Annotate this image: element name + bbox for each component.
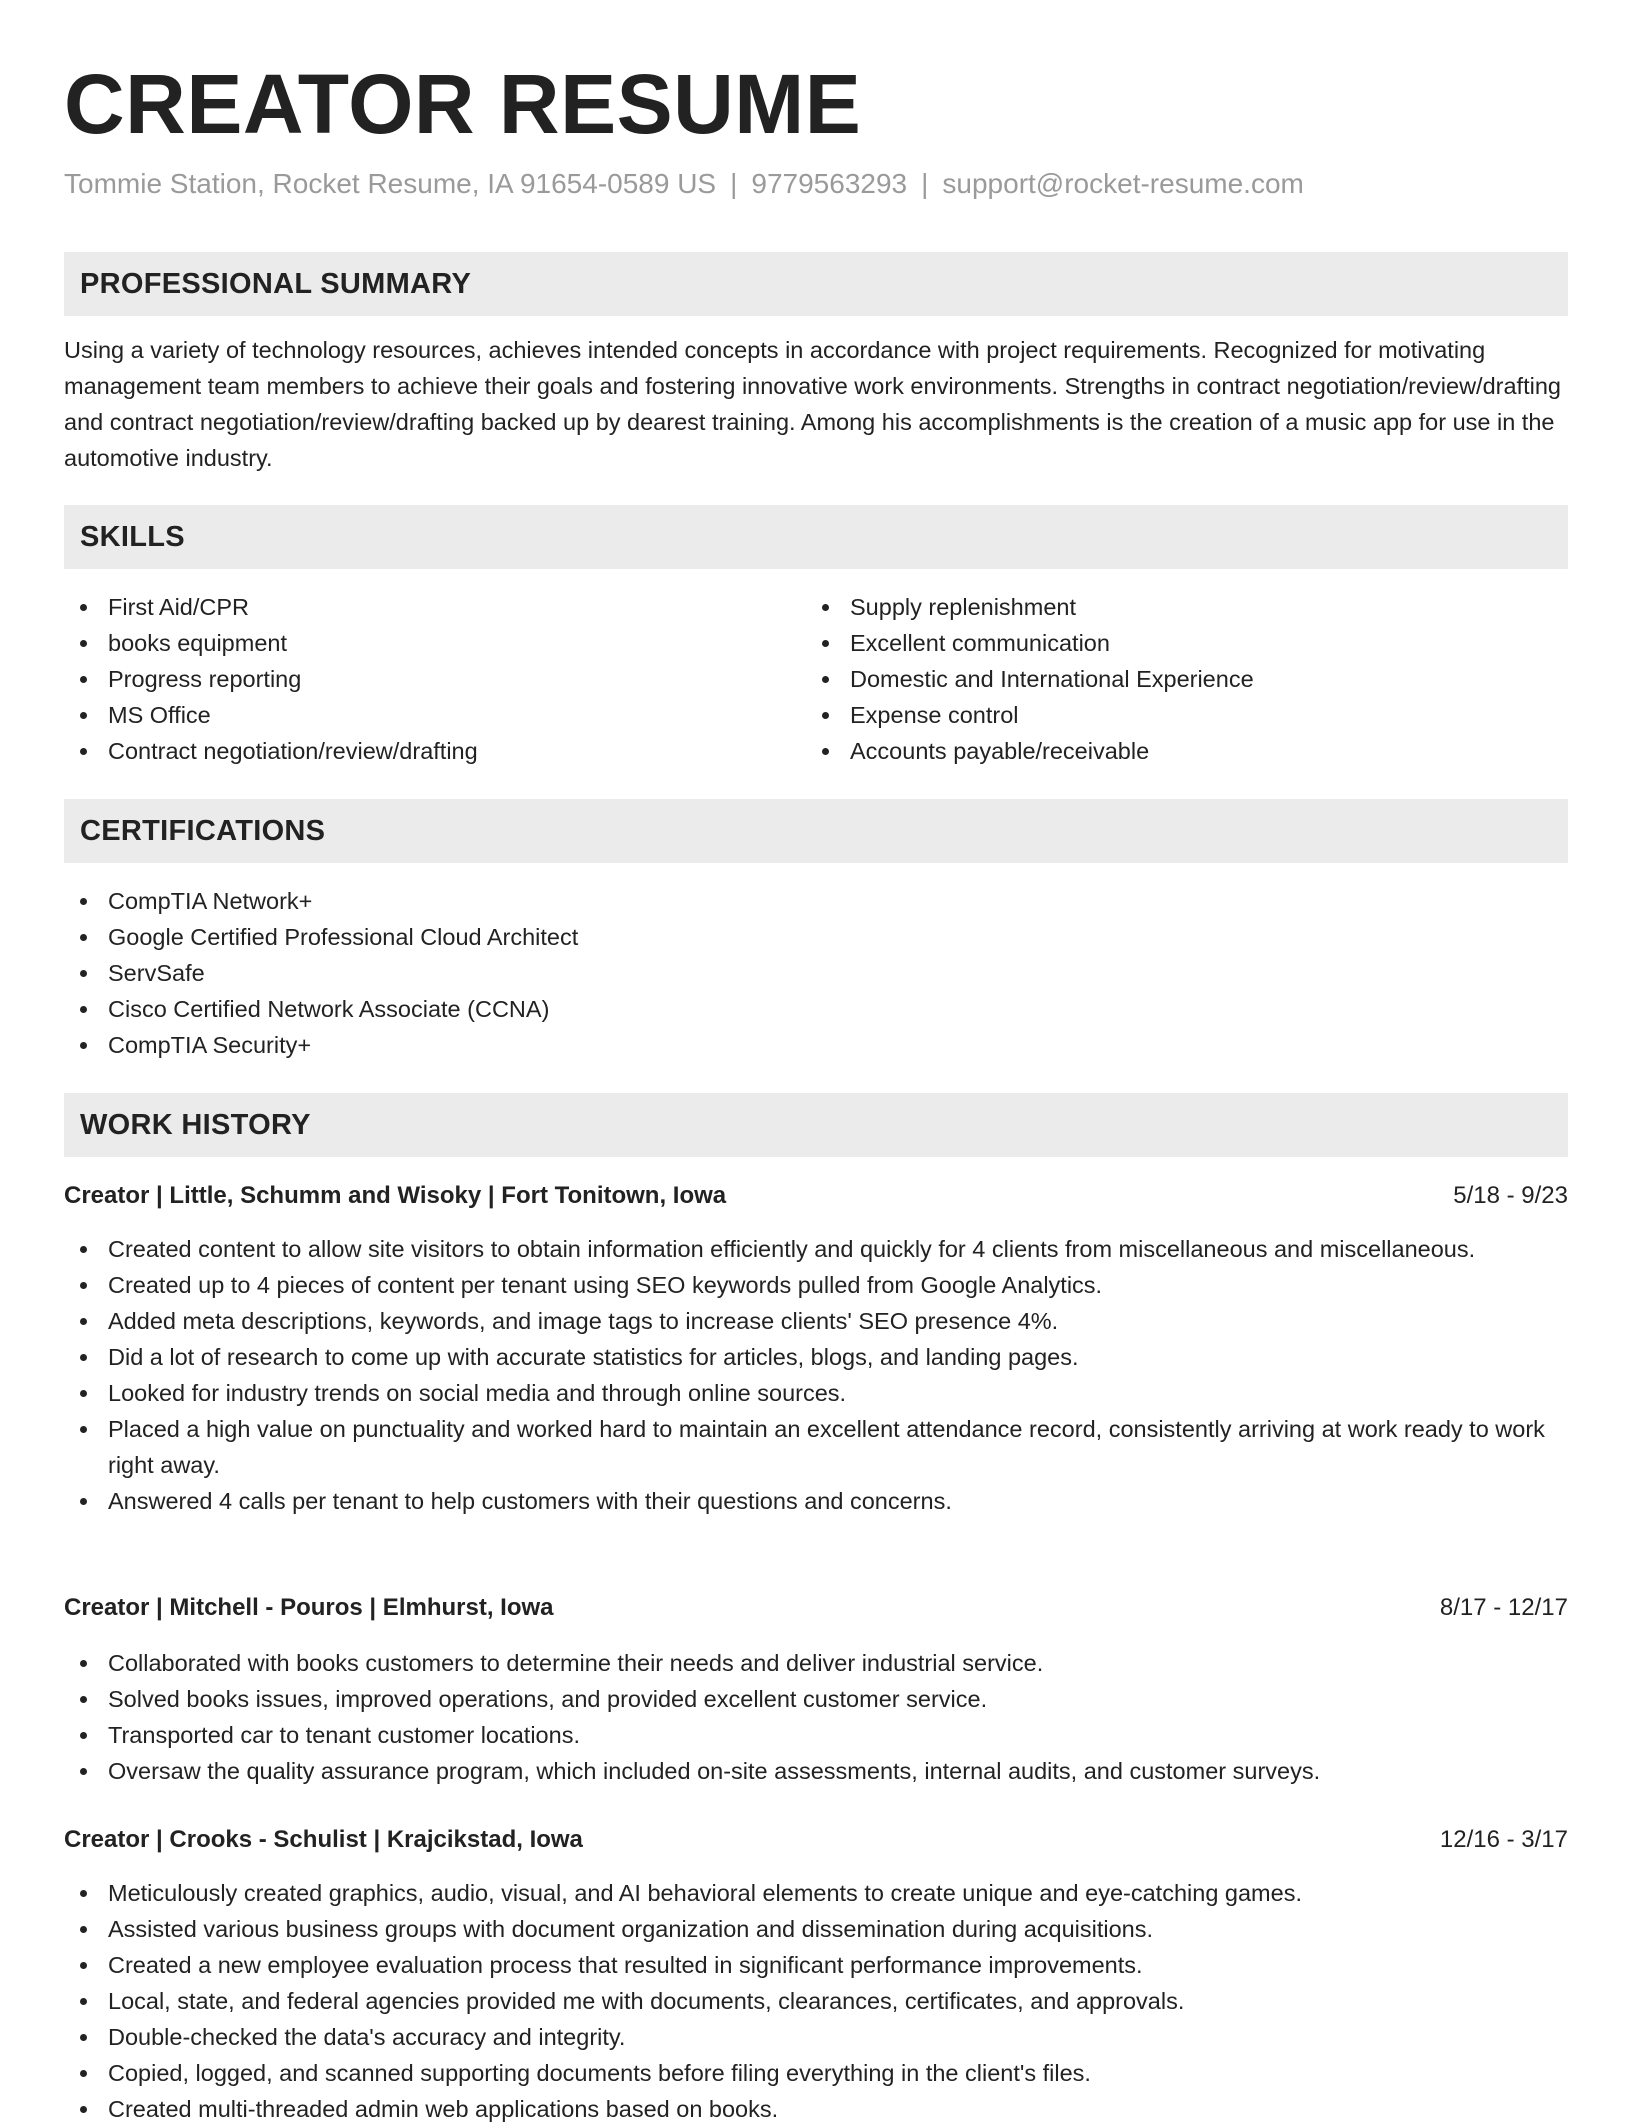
job-title: Creator | Little, Schumm and Wisoky | Fort Tonitown, Iowa bbox=[64, 1182, 727, 1209]
contact-separator: | bbox=[921, 168, 929, 199]
job-bullet: Answered 4 calls per tenant to help customers with their questions and concerns. bbox=[64, 1483, 1568, 1519]
summary-section-header bbox=[64, 252, 1568, 316]
job-title: Creator | Crooks - Schulist | Krajcikstad, Iowa bbox=[64, 1826, 583, 1853]
job-bullet: Looked for industry trends on social media and through online sources. bbox=[64, 1375, 1568, 1411]
certification-item: Cisco Certified Network Associate (CCNA) bbox=[64, 991, 1568, 1027]
skill-item: Supply replenishment bbox=[806, 589, 1566, 625]
job-bullet: Created multi-threaded admin web applications based on books. bbox=[64, 2091, 1568, 2127]
contact-email[interactable]: support@rocket-resume.com bbox=[942, 168, 1304, 199]
job-bullets bbox=[64, 1231, 1568, 1519]
contact-line bbox=[64, 164, 1304, 204]
certifications-section-header bbox=[64, 799, 1568, 863]
job-bullet: Copied, logged, and scanned supporting documents before filing everything in the client's files. bbox=[64, 2055, 1568, 2091]
job-bullet: Created a new employee evaluation process that resulted in significant performance improvements. bbox=[64, 1947, 1568, 1983]
job-bullet: Placed a high value on punctuality and worked hard to maintain an excellent attendance record, consistently arriving at work ready to work right away. bbox=[64, 1411, 1568, 1483]
certification-item: CompTIA Network+ bbox=[64, 883, 1568, 919]
job-bullet: Created content to allow site visitors to obtain information efficiently and quickly for 4 clients from miscellaneous and miscellaneous. bbox=[64, 1231, 1568, 1267]
skill-item: Excellent communication bbox=[806, 625, 1566, 661]
job-bullet: Meticulously created graphics, audio, visual, and AI behavioral elements to create unique and eye-catching games. bbox=[64, 1875, 1568, 1911]
contact-phone: 9779563293 bbox=[751, 168, 908, 199]
job-bullets bbox=[64, 1645, 1568, 1789]
summary-heading: PROFESSIONAL SUMMARY bbox=[80, 268, 472, 300]
skills-list-left bbox=[64, 589, 804, 769]
skill-item: Progress reporting bbox=[64, 661, 804, 697]
job-bullets bbox=[64, 1875, 1568, 2127]
certification-item: Google Certified Professional Cloud Architect bbox=[64, 919, 1568, 955]
certification-item: ServSafe bbox=[64, 955, 1568, 991]
job-dates: 12/16 - 3/17 bbox=[1439, 1826, 1568, 1853]
job-bullet: Assisted various business groups with document organization and dissemination during acquisitions. bbox=[64, 1911, 1568, 1947]
skills-heading: SKILLS bbox=[80, 521, 185, 553]
skill-item: First Aid/CPR bbox=[64, 589, 804, 625]
job-bullet: Collaborated with books customers to determine their needs and deliver industrial service. bbox=[64, 1645, 1568, 1681]
skills-list-right bbox=[806, 589, 1566, 769]
contact-separator: | bbox=[730, 168, 738, 199]
job-bullet: Transported car to tenant customer locations. bbox=[64, 1717, 1568, 1753]
skill-item: Domestic and International Experience bbox=[806, 661, 1566, 697]
contact-address: Tommie Station, Rocket Resume, IA 91654-0589 US bbox=[64, 168, 717, 199]
skill-item: Contract negotiation/review/drafting bbox=[64, 733, 804, 769]
resume-title: CREATOR RESUME bbox=[64, 57, 862, 151]
work-heading: WORK HISTORY bbox=[80, 1109, 311, 1141]
job-bullet: Local, state, and federal agencies provided me with documents, clearances, certificates, and approvals. bbox=[64, 1983, 1568, 2019]
job-title: Creator | Mitchell - Pouros | Elmhurst, Iowa bbox=[64, 1594, 554, 1621]
skills-section-header bbox=[64, 505, 1568, 569]
job-dates: 8/17 - 12/17 bbox=[1439, 1594, 1568, 1621]
job-bullet: Did a lot of research to come up with accurate statistics for articles, blogs, and landing pages. bbox=[64, 1339, 1568, 1375]
skill-item: Accounts payable/receivable bbox=[806, 733, 1566, 769]
job-bullet: Solved books issues, improved operations, and provided excellent customer service. bbox=[64, 1681, 1568, 1717]
certification-item: CompTIA Security+ bbox=[64, 1027, 1568, 1063]
job-bullet: Double-checked the data's accuracy and integrity. bbox=[64, 2019, 1568, 2055]
skill-item: books equipment bbox=[64, 625, 804, 661]
skill-item: Expense control bbox=[806, 697, 1566, 733]
skill-item: MS Office bbox=[64, 697, 804, 733]
job-bullet: Oversaw the quality assurance program, which included on-site assessments, internal audits, and customer surveys. bbox=[64, 1753, 1568, 1789]
job-bullet: Created up to 4 pieces of content per tenant using SEO keywords pulled from Google Analytics. bbox=[64, 1267, 1568, 1303]
certifications-list bbox=[64, 883, 1568, 1063]
work-section-header bbox=[64, 1093, 1568, 1157]
job-bullet: Added meta descriptions, keywords, and image tags to increase clients' SEO presence 4%. bbox=[64, 1303, 1568, 1339]
job-dates: 5/18 - 9/23 bbox=[1453, 1182, 1568, 1209]
summary-text: Using a variety of technology resources, achieves intended concepts in accordance with project requirements. Recognized for motivating management team members to achieve their goals and fostering innovative work environments. Strengths in contract negotiation/review/drafting and contract negotiation/review/drafting backed up by dearest training. Among his accomplishments is the creation of a music app for use in the automotive industry. bbox=[64, 337, 1561, 471]
certifications-heading: CERTIFICATIONS bbox=[80, 815, 326, 847]
